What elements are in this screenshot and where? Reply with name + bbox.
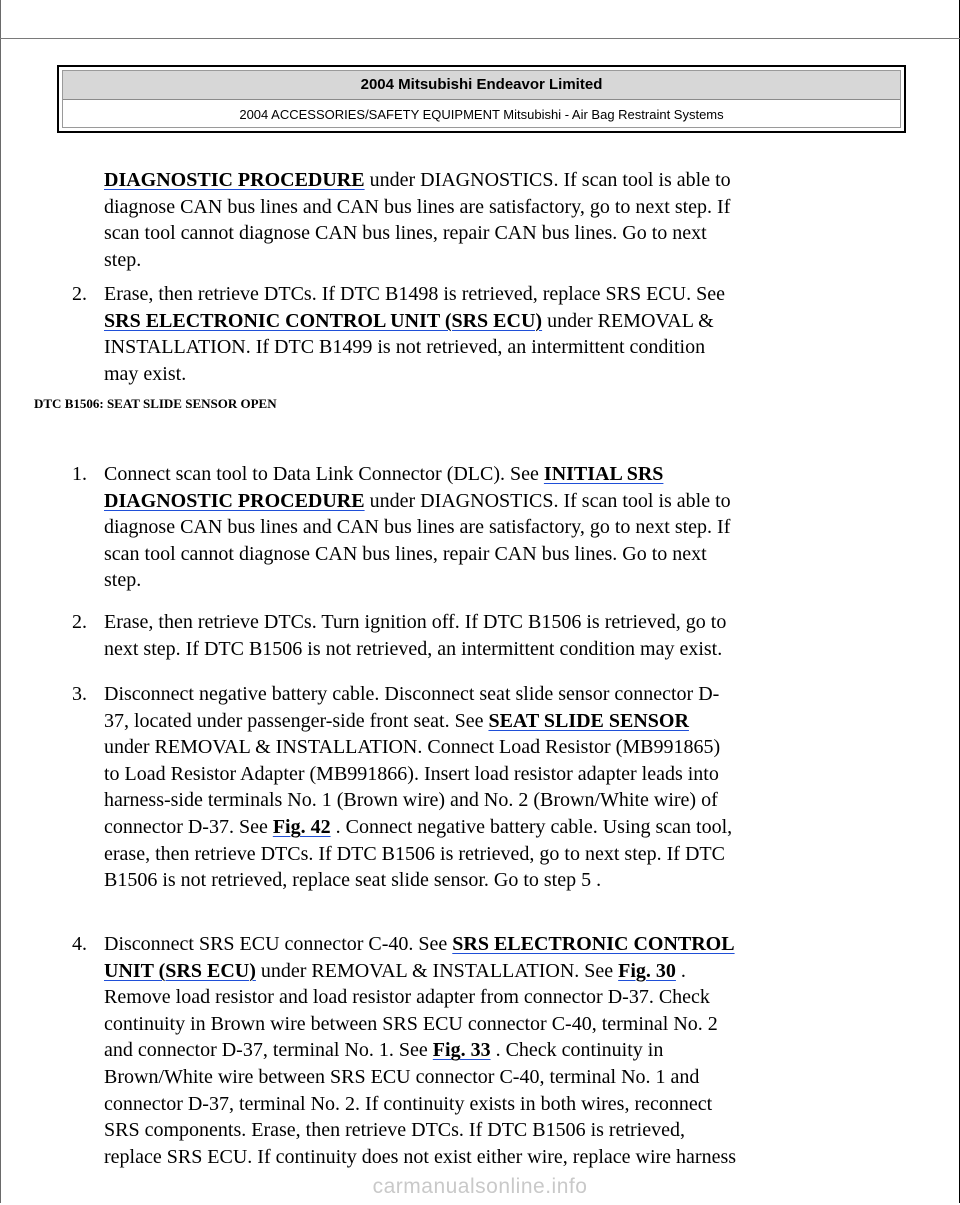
step-line [104,1038,663,1062]
text-run: step. [104,569,142,592]
step-line [104,1065,699,1089]
step-line [104,1092,712,1116]
step-line [104,682,719,706]
text-run: erase, then retrieve DTCs. If DTC B1506 is retrieved, go to next step. If DTC [104,842,725,865]
fig-33-link[interactable]: Fig. 33 [432,1039,491,1062]
text-run: INSTALLATION. If DTC B1499 is not retrieved, an intermittent condition [104,336,706,359]
text-run: connector D-37, terminal No. 2. If continuity exists in both wires, reconnect [104,1092,713,1115]
step-line [104,788,718,812]
text-run: under REMOVAL & INSTALLATION. Connect Load Resistor (MB991865) [104,736,721,759]
continuation-line [104,195,730,219]
text-run: . Check continuity in [490,1039,664,1062]
step-line [104,542,707,566]
step-line [104,932,735,956]
section-heading: DTC B1506: SEAT SLIDE SENSOR OPEN [34,396,277,411]
unit-srs-ecu-link[interactable]: UNIT (SRS ECU) [104,959,256,982]
step-line [104,462,663,486]
step-line [104,282,725,306]
step-line [104,959,686,983]
text-run: Erase, then retrieve DTCs. Turn ignition off. If DTC B1506 is retrieved, go to [104,611,727,633]
fig-30-link[interactable]: Fig. 30 [618,959,676,982]
text-run: Disconnect negative battery cable. Disconnect seat slide sensor connector D- [104,683,720,705]
text-run: under DIAGNOSTICS. If scan tool is able to [364,489,731,512]
text-run: . Connect negative battery cable. Using scan tool, [330,816,733,838]
text-run: continuity in Brown wire between SRS ECU connector C-40, terminal No. 2 [104,1012,718,1035]
step-line [104,985,710,1009]
text-run: and connector D-37, terminal No. 1. See [104,1039,433,1062]
text-run: Erase, then retrieve DTCs. If DTC B1498 is retrieved, replace SRS ECU. See [104,283,725,305]
seat-slide-sensor-link[interactable]: SEAT SLIDE SENSOR [488,709,689,732]
step-line [104,568,141,592]
step-line [104,868,601,892]
text-run: Disconnect SRS ECU connector C-40. See [104,933,453,955]
srs-electronic-control-link[interactable]: SRS ELECTRONIC CONTROL [452,933,735,955]
text-run: harness-side terminals No. 1 (Brown wire) and No. 2 (Brown/White wire) of [104,789,718,812]
fig-42-link[interactable]: Fig. 42 [272,816,331,838]
text-run: connector D-37. See [104,816,273,838]
step-line [104,489,731,513]
continuation-line [104,221,707,245]
diagnostic-procedure-link[interactable]: DIAGNOSTIC PROCEDURE [104,489,365,512]
header-title: 2004 Mitsubishi Endeavor Limited [63,71,900,100]
text-run: scan tool cannot diagnose CAN bus lines, repair CAN bus lines. Go to next [104,222,707,245]
diagnostic-procedure-link[interactable]: DIAGNOSTIC PROCEDURE [104,169,365,191]
step-line [104,709,689,733]
step-line [104,1118,685,1142]
text-run: diagnose CAN bus lines and CAN bus lines are satisfactory, go to next step. If [104,195,731,218]
step-line [104,1012,718,1036]
text-run: diagnose CAN bus lines and CAN bus lines are satisfactory, go to next step. If [104,516,731,539]
text-run: step. [104,248,142,271]
continuation-line [104,248,141,272]
step-line [104,637,722,661]
step-number: 3. [72,683,87,705]
step-line [104,762,719,786]
step-line [104,610,726,634]
text-run: under REMOVAL & INSTALLATION. See [255,959,619,982]
text-run: 37, located under passenger-side front seat. See [104,709,489,732]
watermark: carmanualsonline.info [372,1175,588,1198]
step-line [104,515,730,539]
text-run: B1506 is not retrieved, replace seat slide sensor. Go to step 5 . [104,869,602,892]
step-number: 2. [72,283,87,305]
text-run: next step. If DTC B1506 is not retrieved, an intermittent condition may exist. [104,637,723,660]
header-subtitle: 2004 ACCESSORIES/SAFETY EQUIPMENT Mitsubishi - Air Bag Restraint Systems [239,107,724,122]
step-line [104,1145,736,1169]
text-run: to Load Resistor Adapter (MB991866). Insert load resistor adapter leads into [104,762,719,785]
text-run: scan tool cannot diagnose CAN bus lines, repair CAN bus lines. Go to next [104,542,707,565]
step-line [104,309,714,333]
step-line [104,815,732,839]
text-run: SRS components. Erase, then retrieve DTCs. If DTC B1506 is retrieved, [104,1119,685,1142]
text-run: under REMOVAL & [542,309,714,332]
text-run: replace SRS ECU. If continuity does not exist either wire, replace wire harness [104,1145,737,1168]
text-run: may exist. [104,362,187,385]
initial-srs-link[interactable]: INITIAL SRS [543,463,664,485]
step-number: 4. [72,933,87,955]
text-run: Connect scan tool to Data Link Connector (DLC). See [104,463,544,485]
srs-electronic-control-unit-srs-ecu-link[interactable]: SRS ELECTRONIC CONTROL UNIT (SRS ECU) [104,309,543,332]
text-run: Brown/White wire between SRS ECU connector C-40, terminal No. 1 and [104,1066,700,1088]
text-run: under DIAGNOSTICS. If scan tool is able to [364,169,731,191]
step-line [104,362,186,386]
continuation-line [104,168,731,192]
text-run: Remove load resistor and load resistor adapter from connector D-37. Check [104,986,710,1009]
step-line [104,335,705,359]
step-line [104,735,720,759]
step-number: 1. [72,463,87,485]
step-number: 2. [72,611,87,633]
step-line [104,842,725,866]
text-run: . [675,959,686,982]
